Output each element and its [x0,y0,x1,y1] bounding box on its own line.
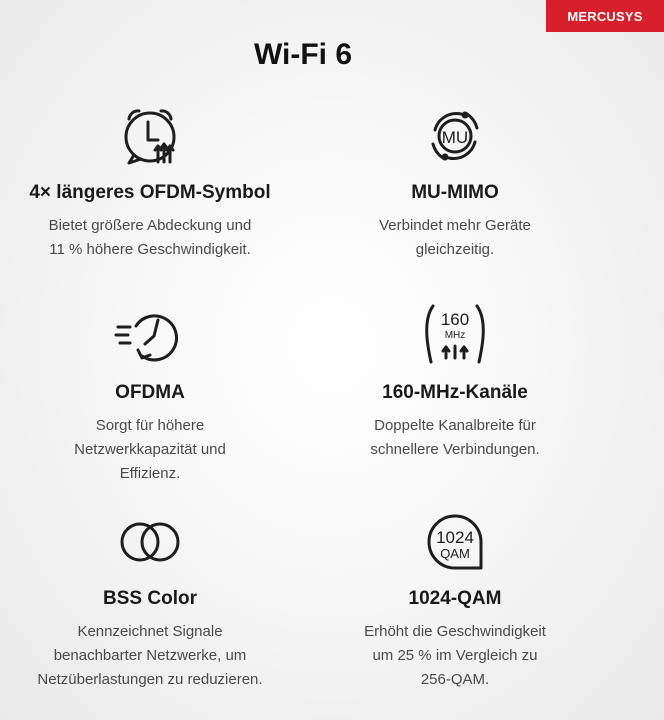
speech-bubble-icon [419,506,491,578]
feature-ofdm-symbol [0,100,300,262]
feature-title: OFDMA [115,382,185,403]
qam-unit: QAM [440,546,470,561]
overlapping-circles-icon [114,506,186,578]
feature-1024-qam [305,506,605,692]
feature-description: Kennzeichnet Signale benachbarter Netzwerke, um Netzüberlastungen zu reduzieren. [37,623,263,688]
feature-bss-color [0,506,300,692]
feature-description: Erhöht die Geschwindigkeit um 25 % im Vergleich zu 256-QAM. [364,623,546,688]
page-title: Wi-Fi 6 [253,38,353,71]
feature-mu-mimo [305,100,605,262]
feature-description: Bietet größere Abdeckung und 11 % höhere Geschwindigkeit. [48,217,252,258]
mu-label: MU [441,128,469,147]
feature-ofdma [0,300,300,486]
channel-width-icon [419,300,491,372]
fast-clock-icon [114,300,186,372]
feature-160mhz [305,300,605,462]
mercusys-logo: MERCUSYS [546,0,664,32]
feature-description: Verbindet mehr Geräte gleichzeitig. [379,217,531,258]
feature-title: BSS Color [103,588,197,609]
feature-description: Sorgt für höhere Netzwerkkapazität und Effizienz. [74,417,226,482]
mu-mimo-icon [419,100,491,172]
feature-title: MU-MIMO [411,182,499,203]
feature-title: 160-MHz-Kanäle [382,382,528,403]
alarm-clock-icon [114,100,186,172]
feature-title: 4× längeres OFDM-Symbol [29,182,271,203]
feature-description: Doppelte Kanalbreite für schnellere Verbindungen. [370,417,540,458]
feature-title: 1024-QAM [408,588,502,609]
qam-number: 1024 [436,528,474,547]
channel-number: 160 [440,310,470,329]
channel-unit: MHz [444,330,466,341]
